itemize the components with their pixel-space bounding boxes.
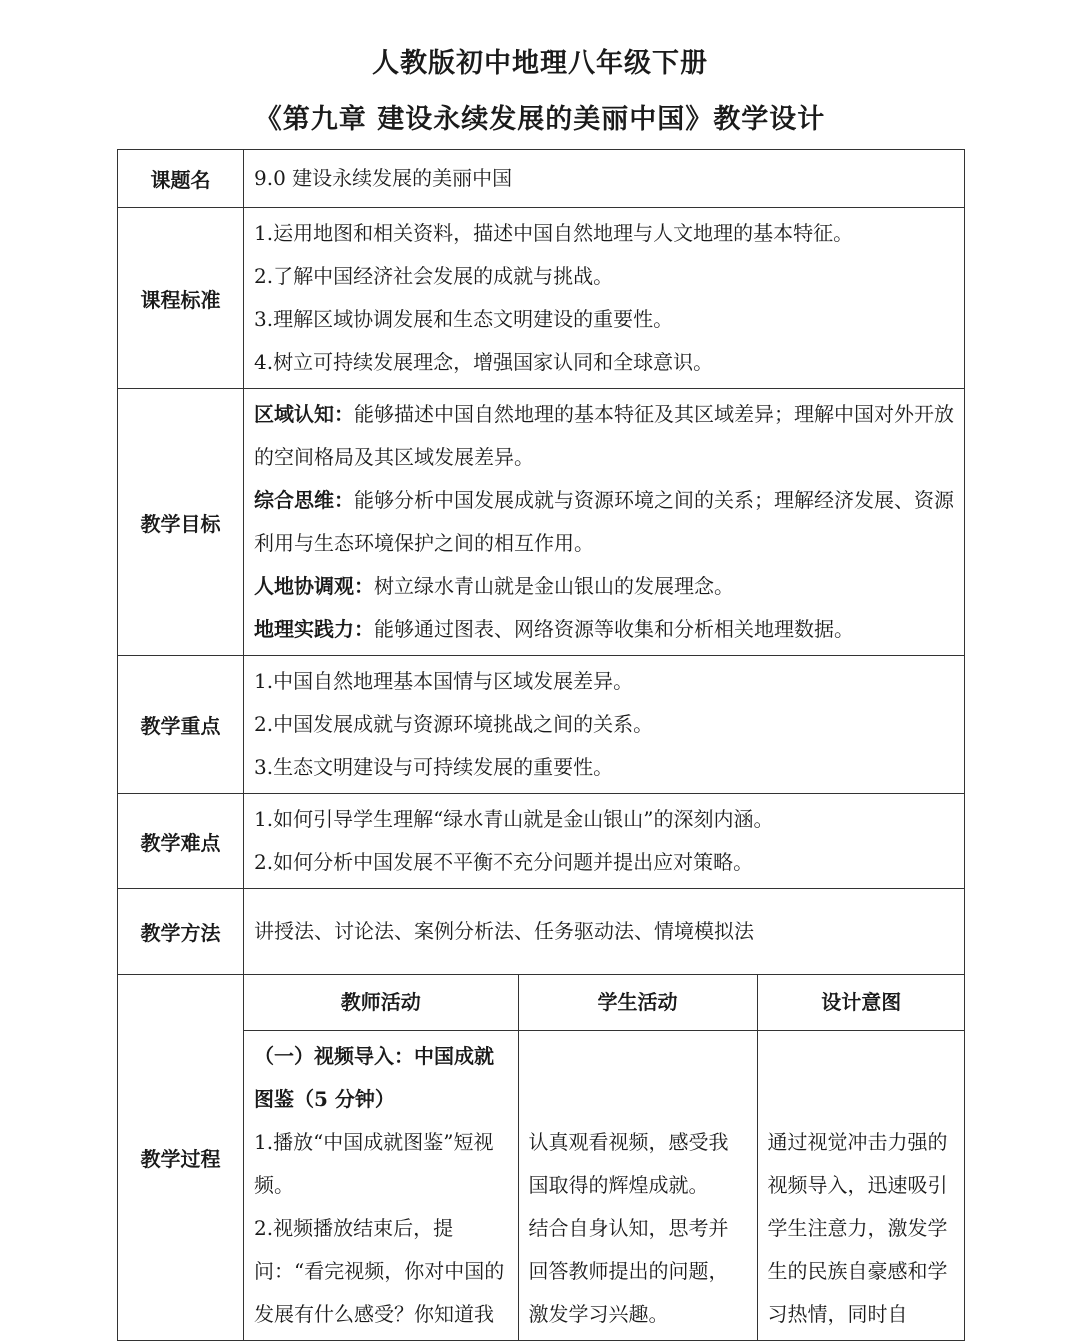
objective-text: 能够分析中国发展成就与资源环境之间的关系；理解经济发展、资源利用与生态环境保护之间的相互作用。: [254, 488, 954, 555]
methods-content: [244, 889, 965, 975]
lesson-plan-table: [117, 149, 965, 1341]
table-row-difficulties: [118, 794, 965, 889]
student-activity-cell: [518, 1031, 757, 1341]
objective-item: [254, 393, 954, 479]
process-table: [244, 975, 965, 1340]
document-title-line1: 人教版初中地理八年级下册: [372, 48, 708, 79]
process-header-row: [244, 975, 965, 1031]
table-row-topic: [118, 150, 965, 208]
teacher-activity-item: 2.视频播放结束后，提问：“看完视频，你对中国的发展有什么感受？你知道我: [254, 1216, 505, 1326]
standard-item: 2.了解中国经济社会发展的成就与挑战。: [254, 264, 614, 288]
design-intent-text: 通过视觉冲击力强的视频导入，迅速吸引学生注意力，激发学生的民族自豪感和学习热情，同时自: [767, 1130, 948, 1326]
topic-value: [244, 150, 965, 208]
table-row-objectives: [118, 389, 965, 656]
column-header-intent: 设计意图: [757, 975, 965, 1031]
objectives-label: 教学目标: [118, 389, 244, 656]
standards-label: 课程标准: [118, 208, 244, 389]
topic-text: 9.0 建设永续发展的美丽中国: [254, 166, 513, 190]
teacher-activity-cell: [244, 1031, 518, 1341]
difficulties-content: [244, 794, 965, 889]
process-label: 教学过程: [118, 975, 244, 1341]
objective-key: 地理实践力：: [254, 617, 374, 641]
objective-item: [254, 479, 954, 565]
topic-label: 课题名: [118, 150, 244, 208]
standard-item: 3.理解区域协调发展和生态文明建设的重要性。: [254, 307, 674, 331]
objective-item: [254, 565, 954, 608]
student-activity-item: 结合自身认知，思考并回答教师提出的问题，激发学习兴趣。: [528, 1216, 729, 1326]
objective-text: 能够描述中国自然地理的基本特征及其区域差异；理解中国对外开放的空间格局及其区域发展差异。: [254, 402, 954, 469]
objective-key: 综合思维：: [254, 488, 354, 512]
process-body-row: [244, 1031, 965, 1341]
key-point-item: 1.中国自然地理基本国情与区域发展差异。: [254, 669, 634, 693]
methods-text: 讲授法、讨论法、案例分析法、任务驱动法、情境模拟法: [254, 919, 754, 943]
table-row-key-points: [118, 656, 965, 794]
column-header-student: 学生活动: [518, 975, 757, 1031]
standard-item: 4.树立可持续发展理念，增强国家认同和全球意识。: [254, 350, 714, 374]
objective-key: 人地协调观：: [254, 574, 374, 598]
standard-item: 1.运用地图和相关资料，描述中国自然地理与人文地理的基本特征。: [254, 221, 854, 245]
difficulty-item: 2.如何分析中国发展不平衡不充分问题并提出应对策略。: [254, 850, 754, 874]
objective-key: 区域认知：: [254, 402, 354, 426]
difficulties-label: 教学难点: [118, 794, 244, 889]
objective-text: 能够通过图表、网络资源等收集和分析相关地理数据。: [374, 617, 854, 641]
table-row-standards: [118, 208, 965, 389]
objectives-content: [244, 389, 965, 656]
standards-content: [244, 208, 965, 389]
table-row-process: [118, 975, 965, 1341]
table-row-methods: [118, 889, 965, 975]
process-content: [244, 975, 965, 1341]
difficulty-item: 1.如何引导学生理解“绿水青山就是金山银山”的深刻内涵。: [254, 807, 774, 831]
objective-item: [254, 608, 954, 651]
key-point-item: 2.中国发展成就与资源环境挑战之间的关系。: [254, 712, 654, 736]
key-points-content: [244, 656, 965, 794]
key-point-item: 3.生态文明建设与可持续发展的重要性。: [254, 755, 614, 779]
document-title-line2: 《第九章 建设永续发展的美丽中国》教学设计: [254, 104, 826, 135]
student-activity-item: 认真观看视频，感受我国取得的辉煌成就。: [528, 1130, 729, 1197]
teacher-activity-item: 1.播放“中国成就图鉴”短视频。: [254, 1130, 494, 1197]
methods-label: 教学方法: [118, 889, 244, 975]
column-header-teacher: 教师活动: [244, 975, 518, 1031]
teacher-section-title: （一）视频导入：中国成就图鉴（5 分钟）: [254, 1044, 494, 1111]
design-intent-cell: [757, 1031, 965, 1341]
key-points-label: 教学重点: [118, 656, 244, 794]
objective-text: 树立绿水青山就是金山银山的发展理念。: [374, 574, 734, 598]
